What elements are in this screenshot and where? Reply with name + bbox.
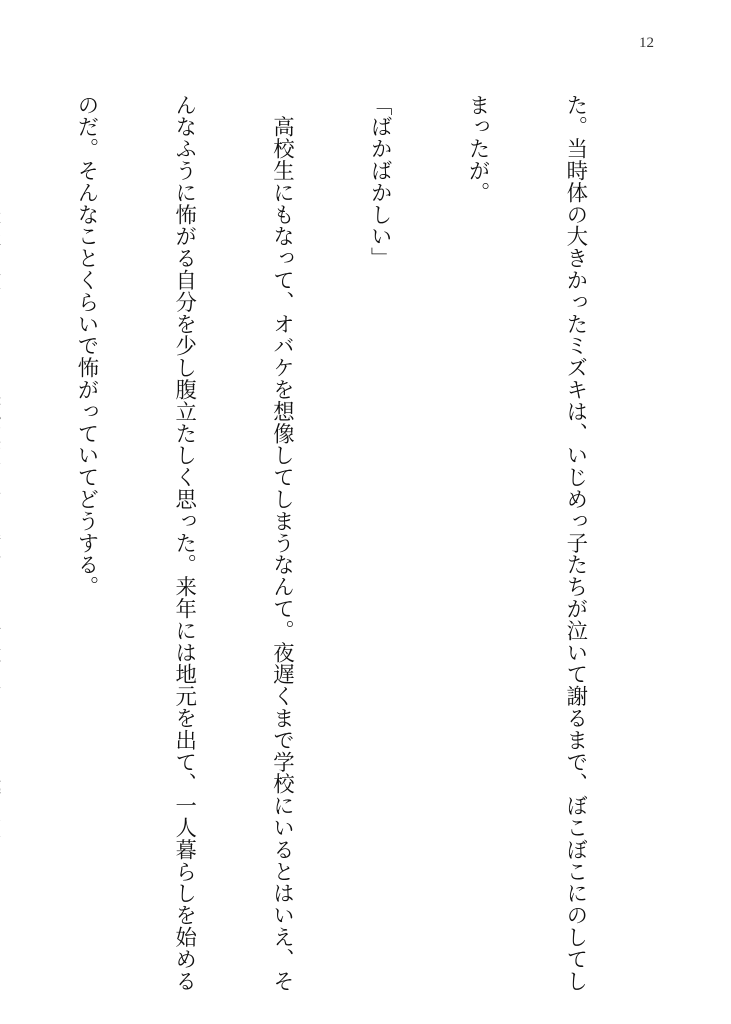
text-line: のだ。そんなことくらいで怖がっていてどうする。 (73, 94, 99, 598)
text-line: た。当時体の大きかったミズキは、いじめっ子たちが泣いて謝るまで、ぼこぼこにのしてし (562, 94, 588, 992)
body-text (66, 94, 656, 992)
text-line: 高校生にもなって、オバケを想像してしまうなんて。夜遅くまで学校にいるとはいえ、そ (269, 94, 295, 992)
text-line (0, 94, 4, 964)
text-line: 「ばかばかしい」 (367, 94, 393, 270)
page-number: 12 (639, 35, 654, 51)
text-line: んなふうに怖がる自分を少し腹立たしく思った。来年には地元を出て、一人暮らしを始める (171, 94, 197, 992)
text-line: まったが。 (465, 94, 491, 204)
